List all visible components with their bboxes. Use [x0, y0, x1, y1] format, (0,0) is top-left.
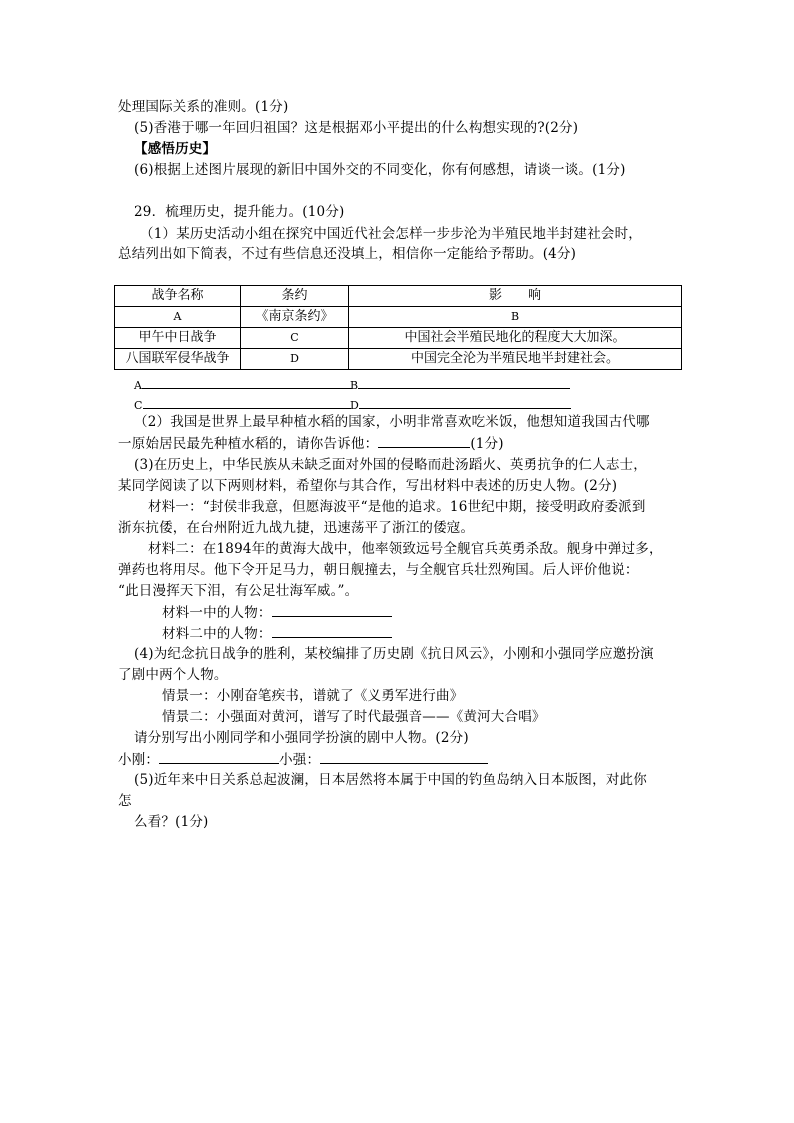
question-6: (6)根据上述图片展现的新旧中国外交的不同变化，你有何感想，请谈一谈。(1分): [134, 162, 626, 178]
answer-label-b: B: [350, 379, 359, 392]
xiaoqiang-label: 小强：: [279, 752, 321, 768]
q29-part4-ask: 请分别写出小刚同学和小强同学扮演的剧中人物。(2分): [134, 730, 469, 746]
q29-part1-line1: （1）某历史活动小组在探究中国近代社会怎样一步步沦为半殖民地半封建社会时，: [140, 226, 642, 242]
question-5: (5)香港于哪一年回归祖国？这是根据邓小平提出的什么构想实现的?(2分): [134, 120, 579, 136]
material-1-person-line: [162, 602, 392, 623]
q29-part5-line2: 怎: [118, 793, 132, 809]
table-cell: C: [241, 328, 349, 349]
material-1-person-label: 材料一中的人物：: [162, 605, 272, 621]
table-row: [115, 328, 682, 349]
material-1-line2: 浙东抗倭，在台州附近九战九捷，迅速荡平了浙江的倭寇。: [118, 520, 475, 536]
text-line: 处理国际关系的准则。(1分): [118, 99, 289, 115]
q29-part5-line1: (5)近年来中日关系总起波澜，日本居然将本属于中国的钓鱼岛纳入日本版图，对此你: [134, 772, 647, 788]
answer-label-c: C: [134, 399, 143, 412]
scene-2: 情景二：小强面对黄河，谱写了时代最强音——《黄河大合唱》: [162, 709, 546, 725]
table-header: 条约: [241, 286, 349, 307]
q29-part4-line1: (4)为纪念抗日战争的胜利，某校编排了历史剧《抗日风云》，小刚和小强同学应邀扮演: [134, 646, 654, 662]
xiaogang-label: 小刚：: [118, 752, 160, 768]
q29-part2-score: (1分): [470, 436, 504, 452]
q29-part2-text: 一原始居民最先种植水稻的，请你告诉他：: [118, 436, 379, 452]
answer-label-a: A: [134, 379, 143, 392]
war-treaty-table: [114, 285, 682, 370]
material-2-person-label: 材料二中的人物：: [162, 626, 272, 642]
q29-part4-line2: 了剧中两个人物。: [118, 667, 228, 683]
answer-blank[interactable]: [159, 749, 279, 764]
material-2-person-line: [162, 623, 392, 644]
q29-part3-line1: (3)在历史上，中华民族从未缺乏面对外国的侵略而赴汤蹈火、英勇抗争的仁人志士，: [134, 457, 647, 473]
answer-label-d: D: [350, 399, 360, 412]
q29-part1-line2: 总结列出如下简表，不过有些信息还没填上，相信你一定能给予帮助。(4分): [118, 246, 577, 262]
blank-b[interactable]: [358, 374, 570, 389]
q29-part3-line2: 某同学阅读了以下两则材料，希望你与其合作，写出材料中表述的历史人物。(2分): [118, 478, 618, 494]
scene-1: 情景一：小刚奋笔疾书，谱就了《义勇军进行曲》: [162, 688, 464, 704]
answer-line-b: [350, 374, 570, 396]
table-cell: 中国完全沦为半殖民地半封建社会。: [349, 349, 682, 370]
q29-part5-line3: 么看？(1分): [134, 814, 209, 830]
material-2-line1: 材料二：在1894年的黄海大战中，他率领致远号全舰官兵英勇杀敌。舰身中弹过多，: [148, 541, 663, 557]
table-cell: 中国社会半殖民地化的程度大大加深。: [349, 328, 682, 349]
table-cell: 八国联军侵华战争: [115, 349, 241, 370]
material-2-line2: 弹药也将用尽。他下令开足马力，朝日舰撞去，与全舰官兵壮烈殉国。后人评价他说：: [118, 562, 639, 578]
blank-a[interactable]: [142, 374, 352, 389]
section-heading: 【感悟历史】: [134, 141, 217, 157]
table-row: [115, 307, 682, 328]
material-1-line1: 材料一：“封侯非我意，但愿海波平“是他的追求。16世纪中期，接受明政府委派到: [148, 499, 646, 515]
table-cell: 甲午中日战争: [115, 328, 241, 349]
table-cell: 《南京条约》: [241, 307, 349, 328]
table-cell: D: [241, 349, 349, 370]
answer-blank[interactable]: [272, 623, 392, 638]
answer-blank[interactable]: [272, 602, 392, 617]
table-header: 战争名称: [115, 286, 241, 307]
answer-blank[interactable]: [378, 433, 470, 448]
table-cell: A: [115, 307, 241, 328]
material-2-line3: “此日漫挥天下泪，有公足壮海军威。”。: [118, 583, 359, 599]
q29-part2-line1: （2）我国是世界上最早种植水稻的国家，小明非常喜欢吃米饭，他想知道我国古代哪: [134, 414, 650, 430]
question-29-title: 29．梳理历史，提升能力。(10分): [134, 204, 345, 220]
table-header: 影 响: [349, 286, 682, 307]
table-cell: B: [349, 307, 682, 328]
blank-d[interactable]: [359, 394, 571, 409]
answer-line-roles: [118, 749, 488, 770]
answer-blank[interactable]: [320, 749, 488, 764]
blank-c[interactable]: [143, 394, 351, 409]
q29-part2-line2: [118, 433, 504, 454]
table-header-row: [115, 286, 682, 307]
answer-line-a: [134, 374, 352, 396]
table-row: [115, 349, 682, 370]
